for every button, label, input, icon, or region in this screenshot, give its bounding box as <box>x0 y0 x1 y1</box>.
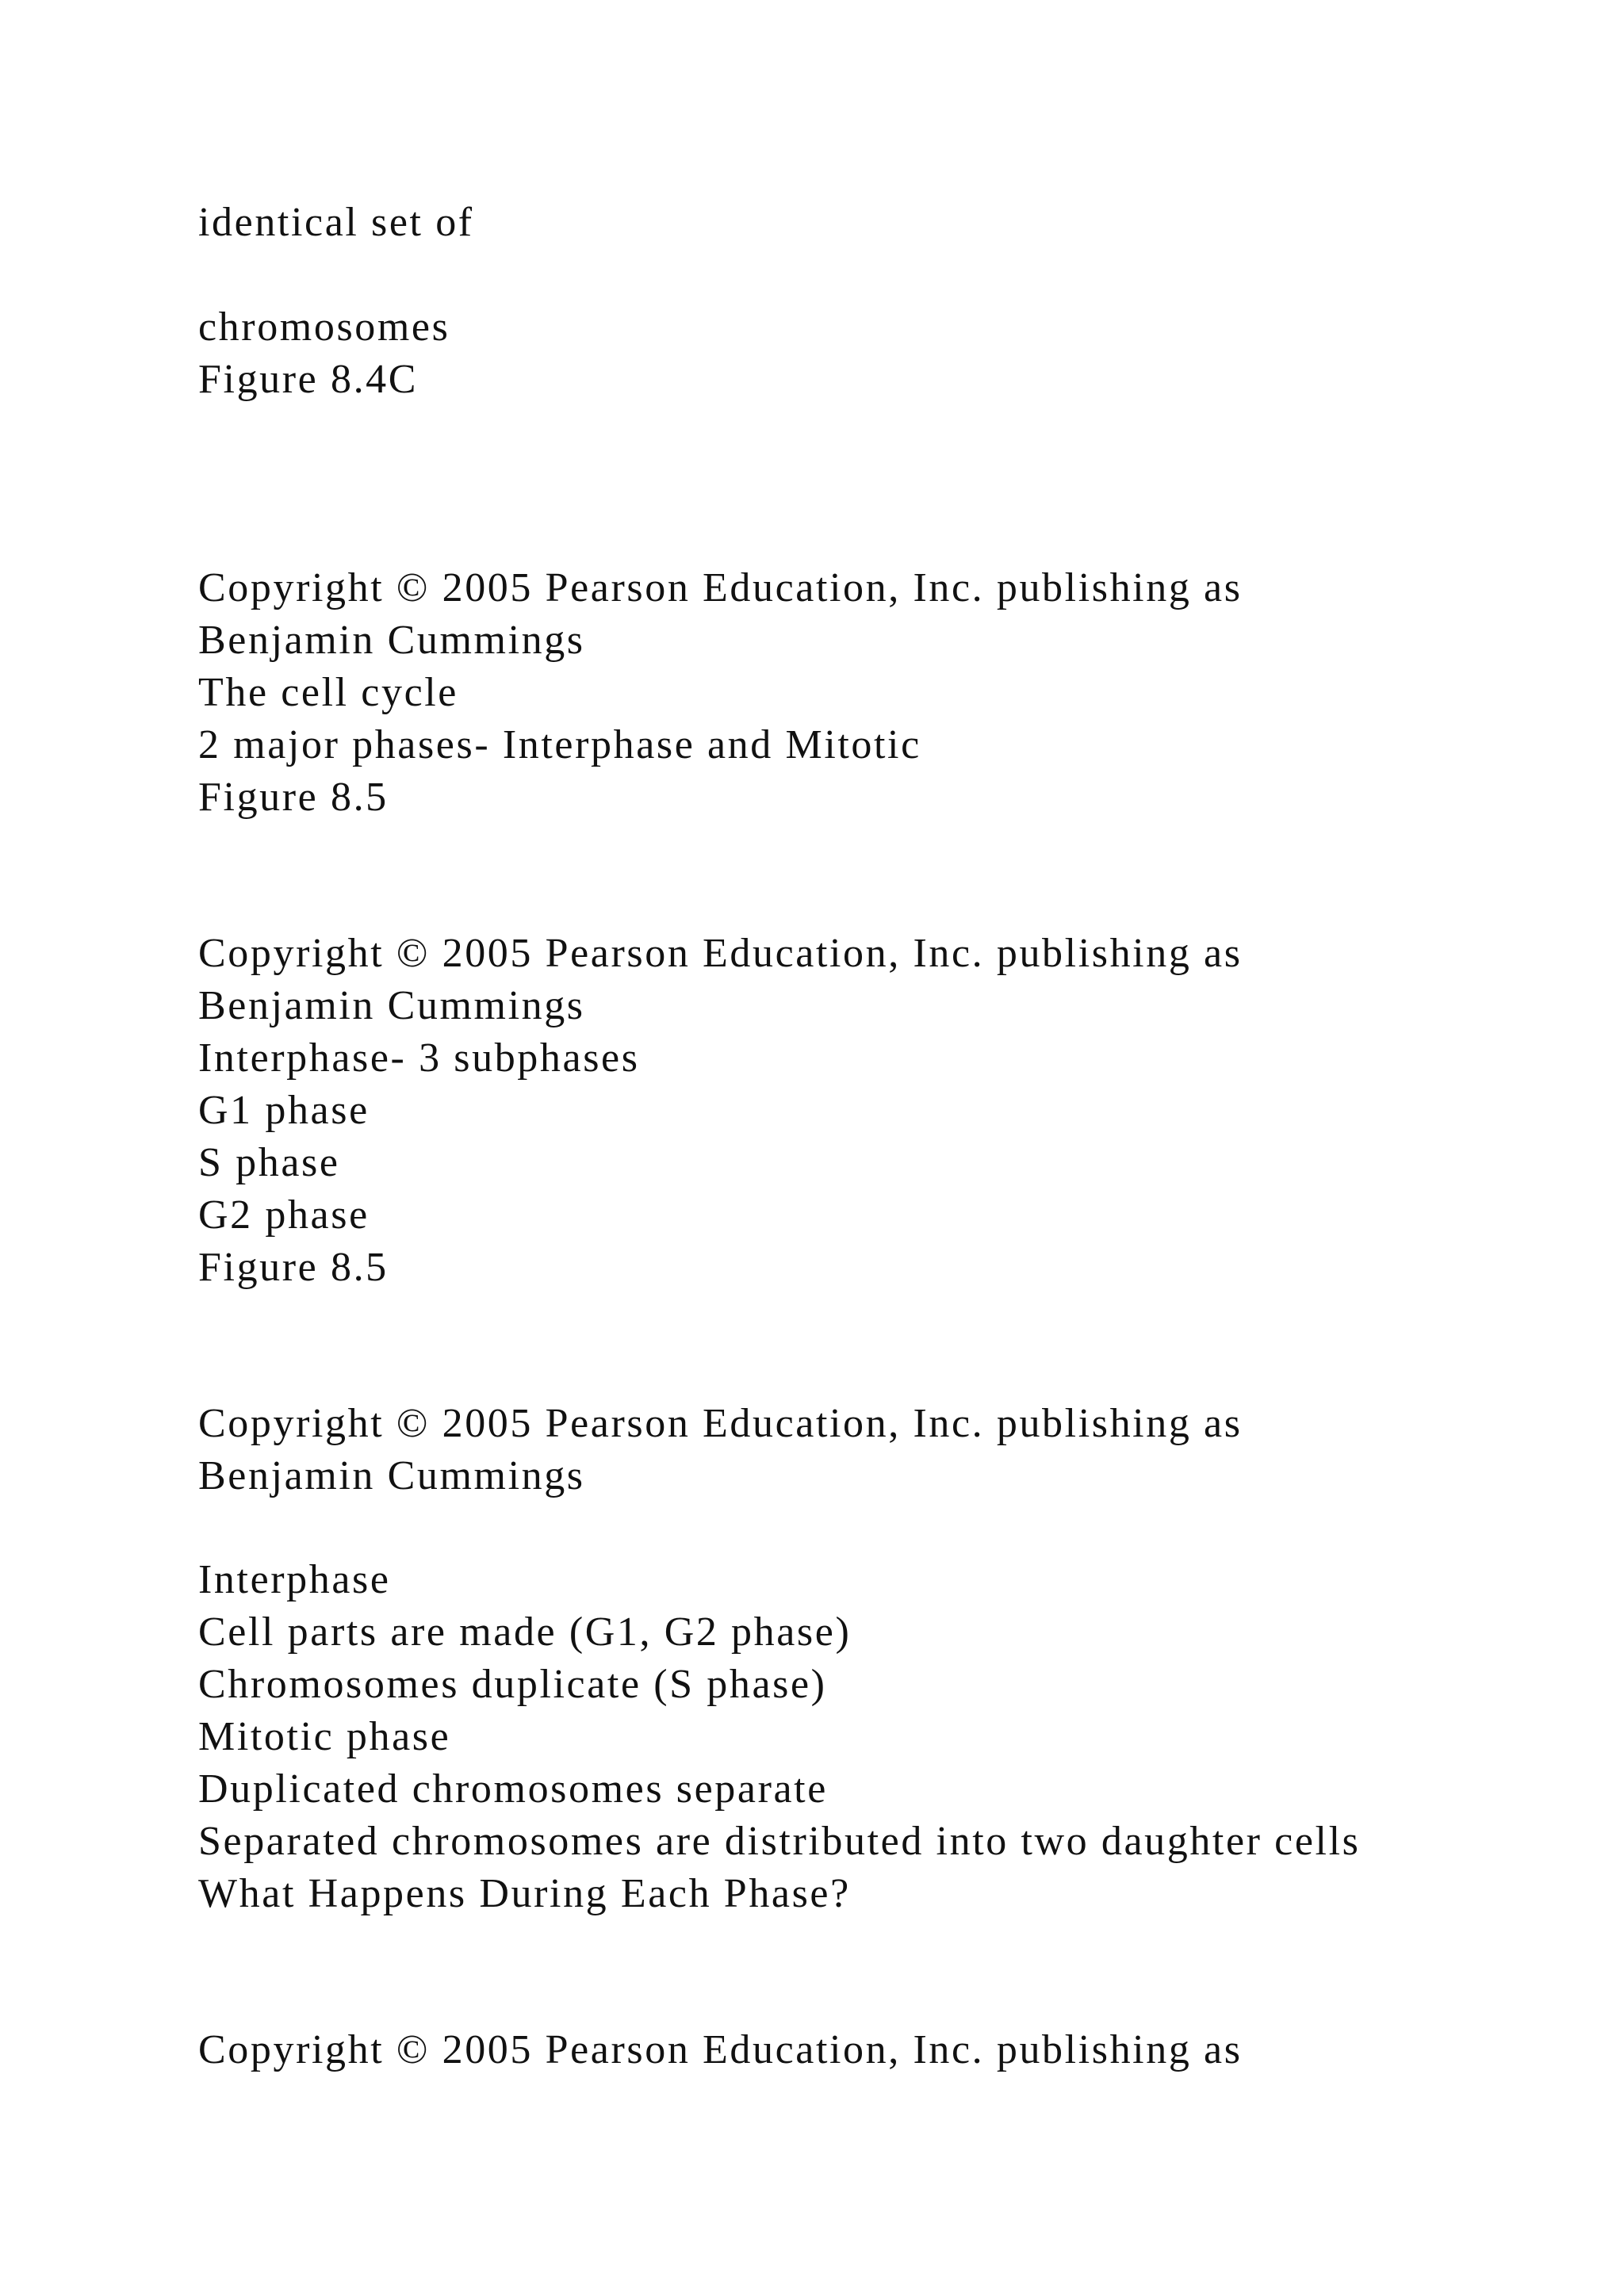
figure-caption: Figure 8.5 <box>198 775 389 820</box>
slide-heading: The cell cycle <box>198 670 458 715</box>
publisher-line: Benjamin Cummings <box>198 983 585 1028</box>
copyright-line: Copyright © 2005 Pearson Education, Inc. publishing as <box>198 1401 1243 1446</box>
publisher-line: Benjamin Cummings <box>198 618 585 663</box>
slide-heading: Interphase <box>198 1557 391 1602</box>
figure-caption: Figure 8.5 <box>198 1245 389 1290</box>
text-line: S phase <box>198 1140 340 1185</box>
text-line: identical set of <box>198 200 474 245</box>
copyright-line: Copyright © 2005 Pearson Education, Inc. publishing as <box>198 565 1243 610</box>
text-line: Chromosomes duplicate (S phase) <box>198 1662 827 1707</box>
slide-heading: What Happens During Each Phase? <box>198 1871 851 1916</box>
copyright-line: Copyright © 2005 Pearson Education, Inc. publishing as <box>198 2027 1243 2072</box>
figure-caption: Figure 8.4C <box>198 357 419 402</box>
publisher-line: Benjamin Cummings <box>198 1453 585 1498</box>
text-line: 2 major phases- Interphase and Mitotic <box>198 722 921 767</box>
text-line: G1 phase <box>198 1088 370 1133</box>
text-line: chromosomes <box>198 304 450 350</box>
text-line: G2 phase <box>198 1192 370 1238</box>
text-line: Duplicated chromosomes separate <box>198 1766 828 1812</box>
text-line: Cell parts are made (G1, G2 phase) <box>198 1609 852 1655</box>
slide-heading: Interphase- 3 subphases <box>198 1035 640 1081</box>
text-line: Mitotic phase <box>198 1714 451 1759</box>
copyright-line: Copyright © 2005 Pearson Education, Inc. publishing as <box>198 931 1243 976</box>
text-line: Separated chromosomes are distributed into two daughter cells <box>198 1819 1361 1864</box>
